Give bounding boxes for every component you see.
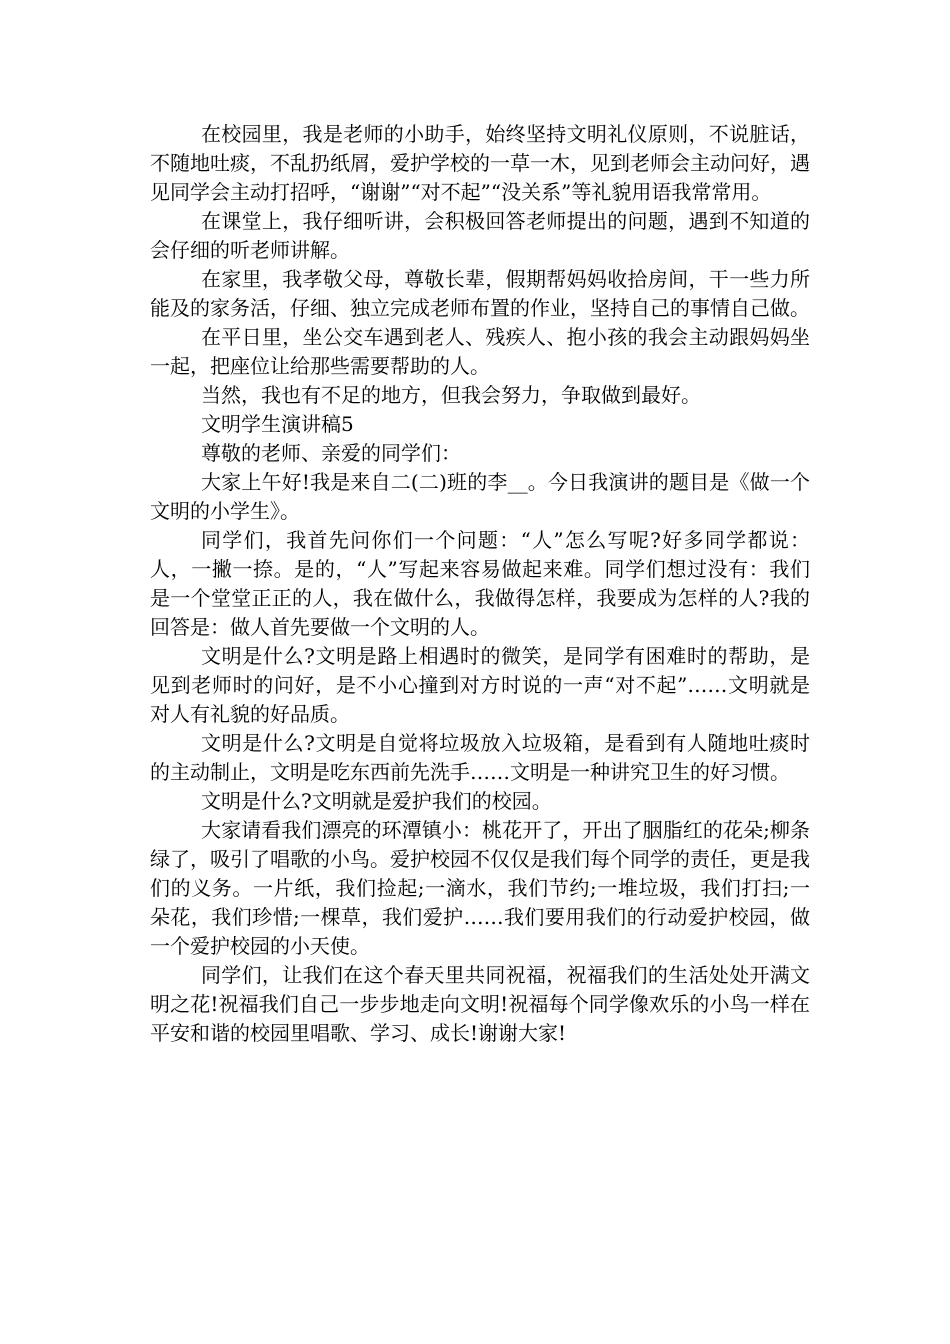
paragraph-introduction: 大家上午好!我是来自二(二)班的李__。今日我演讲的题目是《做一个文明的小学生》。 — [150, 470, 810, 523]
paragraph-civility-campus: 文明是什么?文明就是爱护我们的校园。 — [201, 789, 552, 813]
paragraph-shortcomings: 当然，我也有不足的地方，但我会努力，争取做到最好。 — [201, 383, 701, 407]
paragraph-home: 在家里，我孝敬父母，尊敬长辈，假期帮妈妈收拾房间，干一些力所能及的家务活，仔细、独立完成老师布置的作业，坚持自己的事情自己做。 — [150, 267, 810, 320]
paragraph-protect-campus: 大家请看我们漂亮的环潭镇小：桃花开了，开出了胭脂红的花朵;柳条绿了，吸引了唱歌的小鸟。爱护校园不仅仅是我们每个同学的责任，更是我们的义务。一片纸，我们捡起;一滴水，我们节约;一堆垃圾，我们打扫;一朵花，我们珍惜;一棵草，我们爱护……我们要用我们的行动爱护校园，做一个爱护校园的小天使。 — [150, 818, 810, 958]
paragraph-civility-hygiene: 文明是什么?文明是自觉将垃圾放入垃圾箱，是看到有人随地吐痰时的主动制止，文明是吃东西前先洗手……文明是一种讲究卫生的好习惯。 — [150, 731, 810, 784]
paragraph-closing: 同学们，让我们在这个春天里共同祝福，祝福我们的生活处处开满文明之花!祝福我们自己一步步地走向文明!祝福每个同学像欢乐的小鸟一样在平安和谐的校园里唱歌、学习、成长!谢谢大家! — [150, 963, 810, 1045]
paragraph-daily-life: 在平日里，坐公交车遇到老人、残疾人、抱小孩的我会主动跟妈妈坐一起，把座位让给那些需要帮助的人。 — [150, 325, 810, 378]
speech-greeting: 尊敬的老师、亲爱的同学们： — [201, 441, 461, 465]
paragraph-question: 同学们，我首先问你们一个问题：“人”怎么写呢?好多同学都说：人，一撇一捺。是的，“人”写起来容易做起来难。同学们想过没有：我们是一个堂堂正正的人，我在做什么，我做得怎样，我要成为怎样的人?我的回答是：做人首先要做一个文明的人。 — [150, 528, 810, 639]
speech-title: 文明学生演讲稿5 — [201, 412, 354, 436]
paragraph-civility-courtesy: 文明是什么?文明是路上相遇时的微笑，是同学有困难时的帮助，是见到老师时的问好，是不小心撞到对方时说的一声“对不起”……文明就是对人有礼貌的好品质。 — [150, 644, 810, 726]
document-page — [150, 120, 810, 1048]
paragraph-classroom: 在课堂上，我仔细听讲，会积极回答老师提出的问题，遇到不知道的会仔细的听老师讲解。 — [150, 209, 810, 262]
paragraph-campus: 在校园里，我是老师的小助手，始终坚持文明礼仪原则，不说脏话，不随地吐痰，不乱扔纸屑，爱护学校的一草一木，见到老师会主动问好，遇见同学会主动打招呼，“谢谢”“对不起”“没关系”等礼貌用语我常常用。 — [150, 122, 810, 204]
